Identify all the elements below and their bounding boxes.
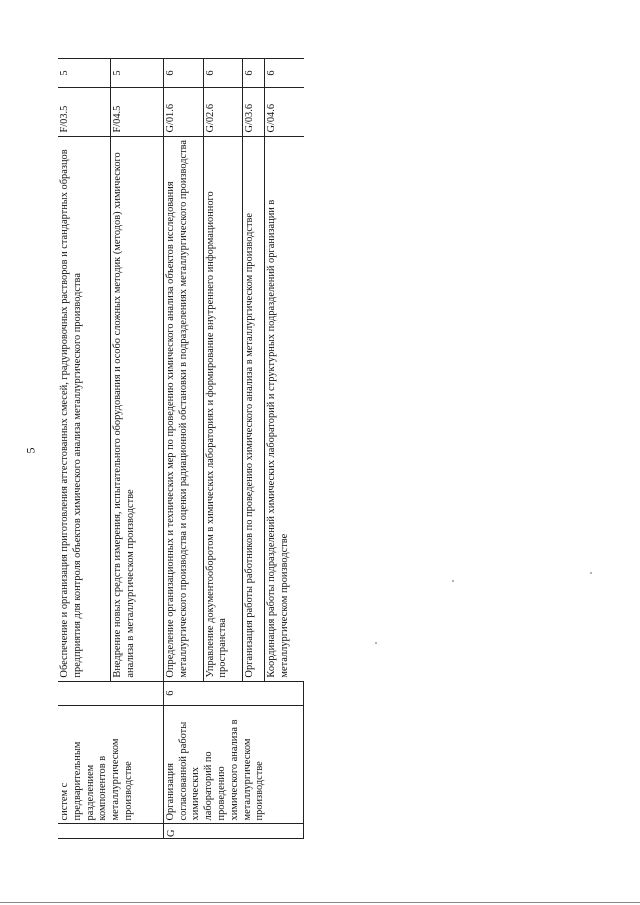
labor-function-level-cell: 6 xyxy=(264,59,303,88)
labor-function-code-cell: G/02.6 xyxy=(203,88,243,136)
labor-function-name-cell: Обеспечение и организация приготовления аттестованных смесей, градуировочных растворов и стандартных образцов предприятия для контроля объектов химического анализа металлургического производства xyxy=(58,136,110,681)
functions-table xyxy=(58,58,304,839)
table-row xyxy=(163,59,203,839)
page-number: 5 xyxy=(23,447,38,454)
labor-function-level-cell: 5 xyxy=(58,59,110,88)
labor-function-code-cell: G/04.6 xyxy=(264,88,303,136)
labor-function-name-cell: Координация работы подразделений химических лабораторий и структурных подразделений организации в металлургическом производстве xyxy=(264,136,303,681)
labor-function-name-cell: Определение организационных и технических мер по проведению химического анализа объектов исследования металлургического производства и оценки радиационной обстановки в подразделениях металлургического производства xyxy=(163,136,203,681)
labor-function-level-cell: 6 xyxy=(203,59,243,88)
generic-function-level-cell: 6 xyxy=(163,681,303,705)
rotated-table-wrapper xyxy=(58,58,304,839)
generic-function-code-cell: G xyxy=(163,824,303,839)
table-row xyxy=(58,59,110,839)
labor-function-code-cell: G/01.6 xyxy=(163,88,203,136)
scan-speck xyxy=(590,572,592,574)
scan-edge-line xyxy=(0,902,640,903)
labor-function-code-cell: F/03.5 xyxy=(58,88,110,136)
generic-function-name-cell: систем с предварительным разделением компонентов в металлургическом производстве xyxy=(58,705,163,824)
labor-function-name-cell: Организация работы работников по проведению химического анализа в металлургическом производстве xyxy=(243,136,265,681)
labor-function-name-cell: Управление документооборотом в химических лабораториях и формирование внутреннего информационного пространства xyxy=(203,136,243,681)
labor-function-level-cell: 5 xyxy=(110,59,163,88)
generic-function-level-cell xyxy=(58,681,163,705)
scan-speck xyxy=(375,642,377,644)
labor-function-code-cell: F/04.5 xyxy=(110,88,163,136)
labor-function-name-cell: Внедрение новых средств измерения, испытательного оборудования и особо сложных методик (методов) химического анализа в металлургическом производстве xyxy=(110,136,163,681)
scan-speck xyxy=(452,580,454,582)
labor-function-level-cell: 6 xyxy=(243,59,265,88)
labor-function-code-cell: G/03.6 xyxy=(243,88,265,136)
generic-function-name-cell: Организация согласованной работы химических лабораторий по проведению химического анализа в металлургическом производстве xyxy=(163,705,303,824)
generic-function-code-cell xyxy=(58,824,163,839)
labor-function-level-cell: 6 xyxy=(163,59,203,88)
